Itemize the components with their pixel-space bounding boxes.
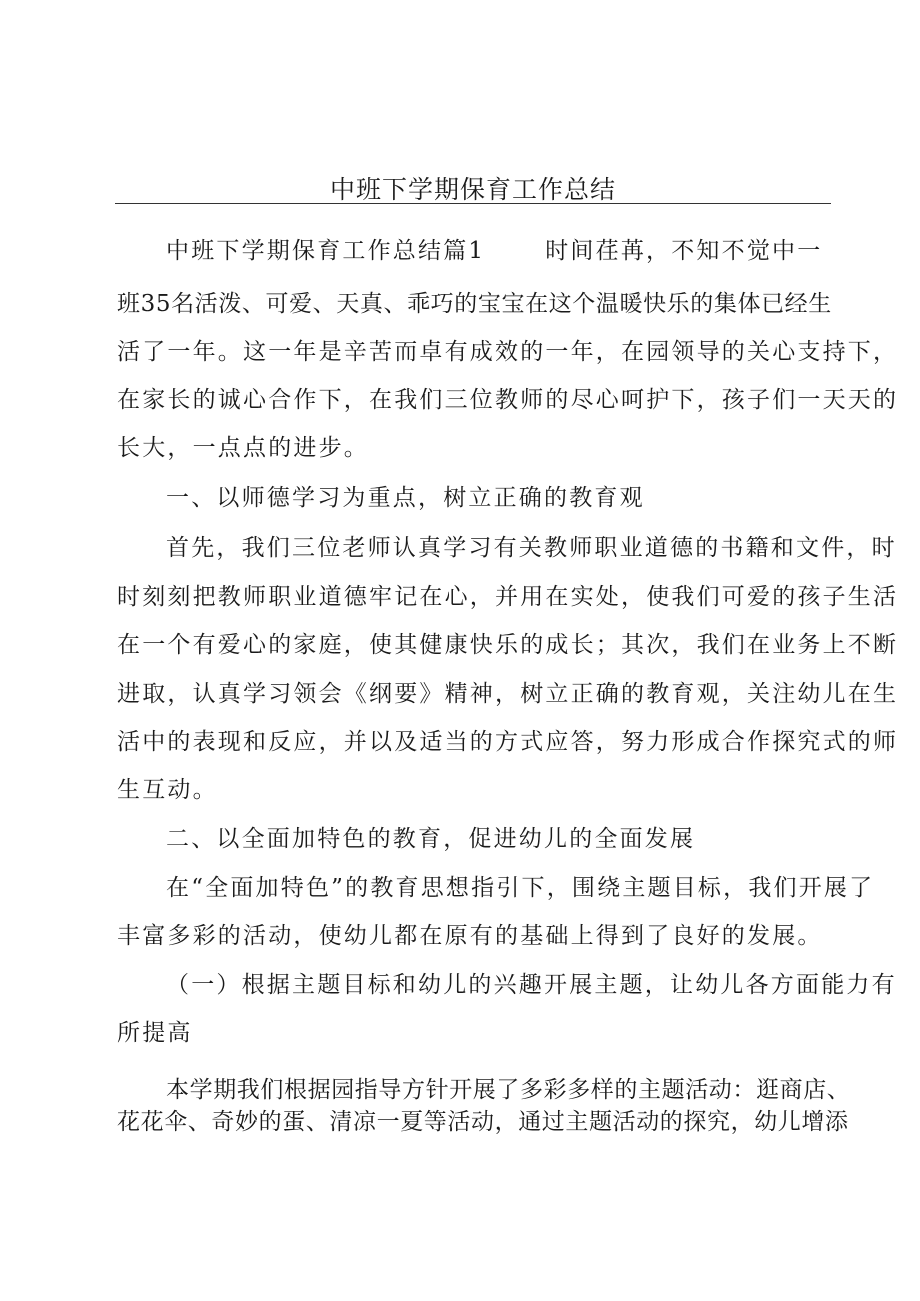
paragraph-line: 在“全面加特色”的教育思想指引下，围绕主题目标，我们开展了 <box>166 875 875 901</box>
paragraph-line: 丰富多彩的活动，使幼儿都在原有的基础上得到了良好的发展。 <box>117 923 823 949</box>
paragraph-line: 班35名活泼、可爱、天真、乖巧的宝宝在这个温暖快乐的集体已经生 <box>117 291 832 317</box>
subsection-heading: （一）根据主题目标和幼儿的兴趣开展主题，让幼儿各方面能力有 <box>166 972 897 998</box>
paragraph-line: 时刻刻把教师职业道德牢记在心，并用在实处，使我们可爱的孩子生活 <box>117 584 899 610</box>
paragraph-line: 生互动。 <box>117 777 218 803</box>
section-heading: 中班下学期保育工作总结篇1 <box>166 238 486 264</box>
paragraph-line: 活中的表现和反应，并以及适当的方式应答，努力形成合作探究式的师 <box>117 729 899 755</box>
paragraph-text: 时间荏苒，不知不觉中一 <box>545 238 823 264</box>
paragraph-line: 活了一年。这一年是辛苦而卓有成效的一年，在园领导的关心支持下， <box>117 339 899 365</box>
paragraph-line: 首先，我们三位老师认真学习有关教师职业道德的书籍和文件，时 <box>166 535 897 561</box>
title-underline <box>115 203 831 204</box>
paragraph-line <box>166 232 822 265</box>
section-heading: 一、以师德学习为重点，树立正确的教育观 <box>166 485 645 511</box>
paragraph-line: 进取，认真学习领会《纲要》精神，树立正确的教育观，关注幼儿在生 <box>117 681 899 707</box>
paragraph-line: 本学期我们根据园指导方针开展了多彩多样的主题活动：逛商店、 <box>166 1077 851 1103</box>
section-heading: 二、以全面加特色的教育，促进幼儿的全面发展 <box>166 826 696 852</box>
paragraph-line: 花花伞、奇妙的蛋、清凉一夏等活动，通过主题活动的探究，幼儿增添 <box>117 1109 849 1135</box>
paragraph-line: 在一个有爱心的家庭，使其健康快乐的成长；其次，我们在业务上不断 <box>117 632 899 658</box>
document-title: 中班下学期保育工作总结 <box>329 175 616 204</box>
paragraph-line: 长大，一点点的进步。 <box>117 435 369 461</box>
paragraph-line: 所提高 <box>117 1020 193 1046</box>
paragraph-line: 在家长的诚心合作下，在我们三位教师的尽心呵护下，孩子们一天天的 <box>117 387 899 413</box>
